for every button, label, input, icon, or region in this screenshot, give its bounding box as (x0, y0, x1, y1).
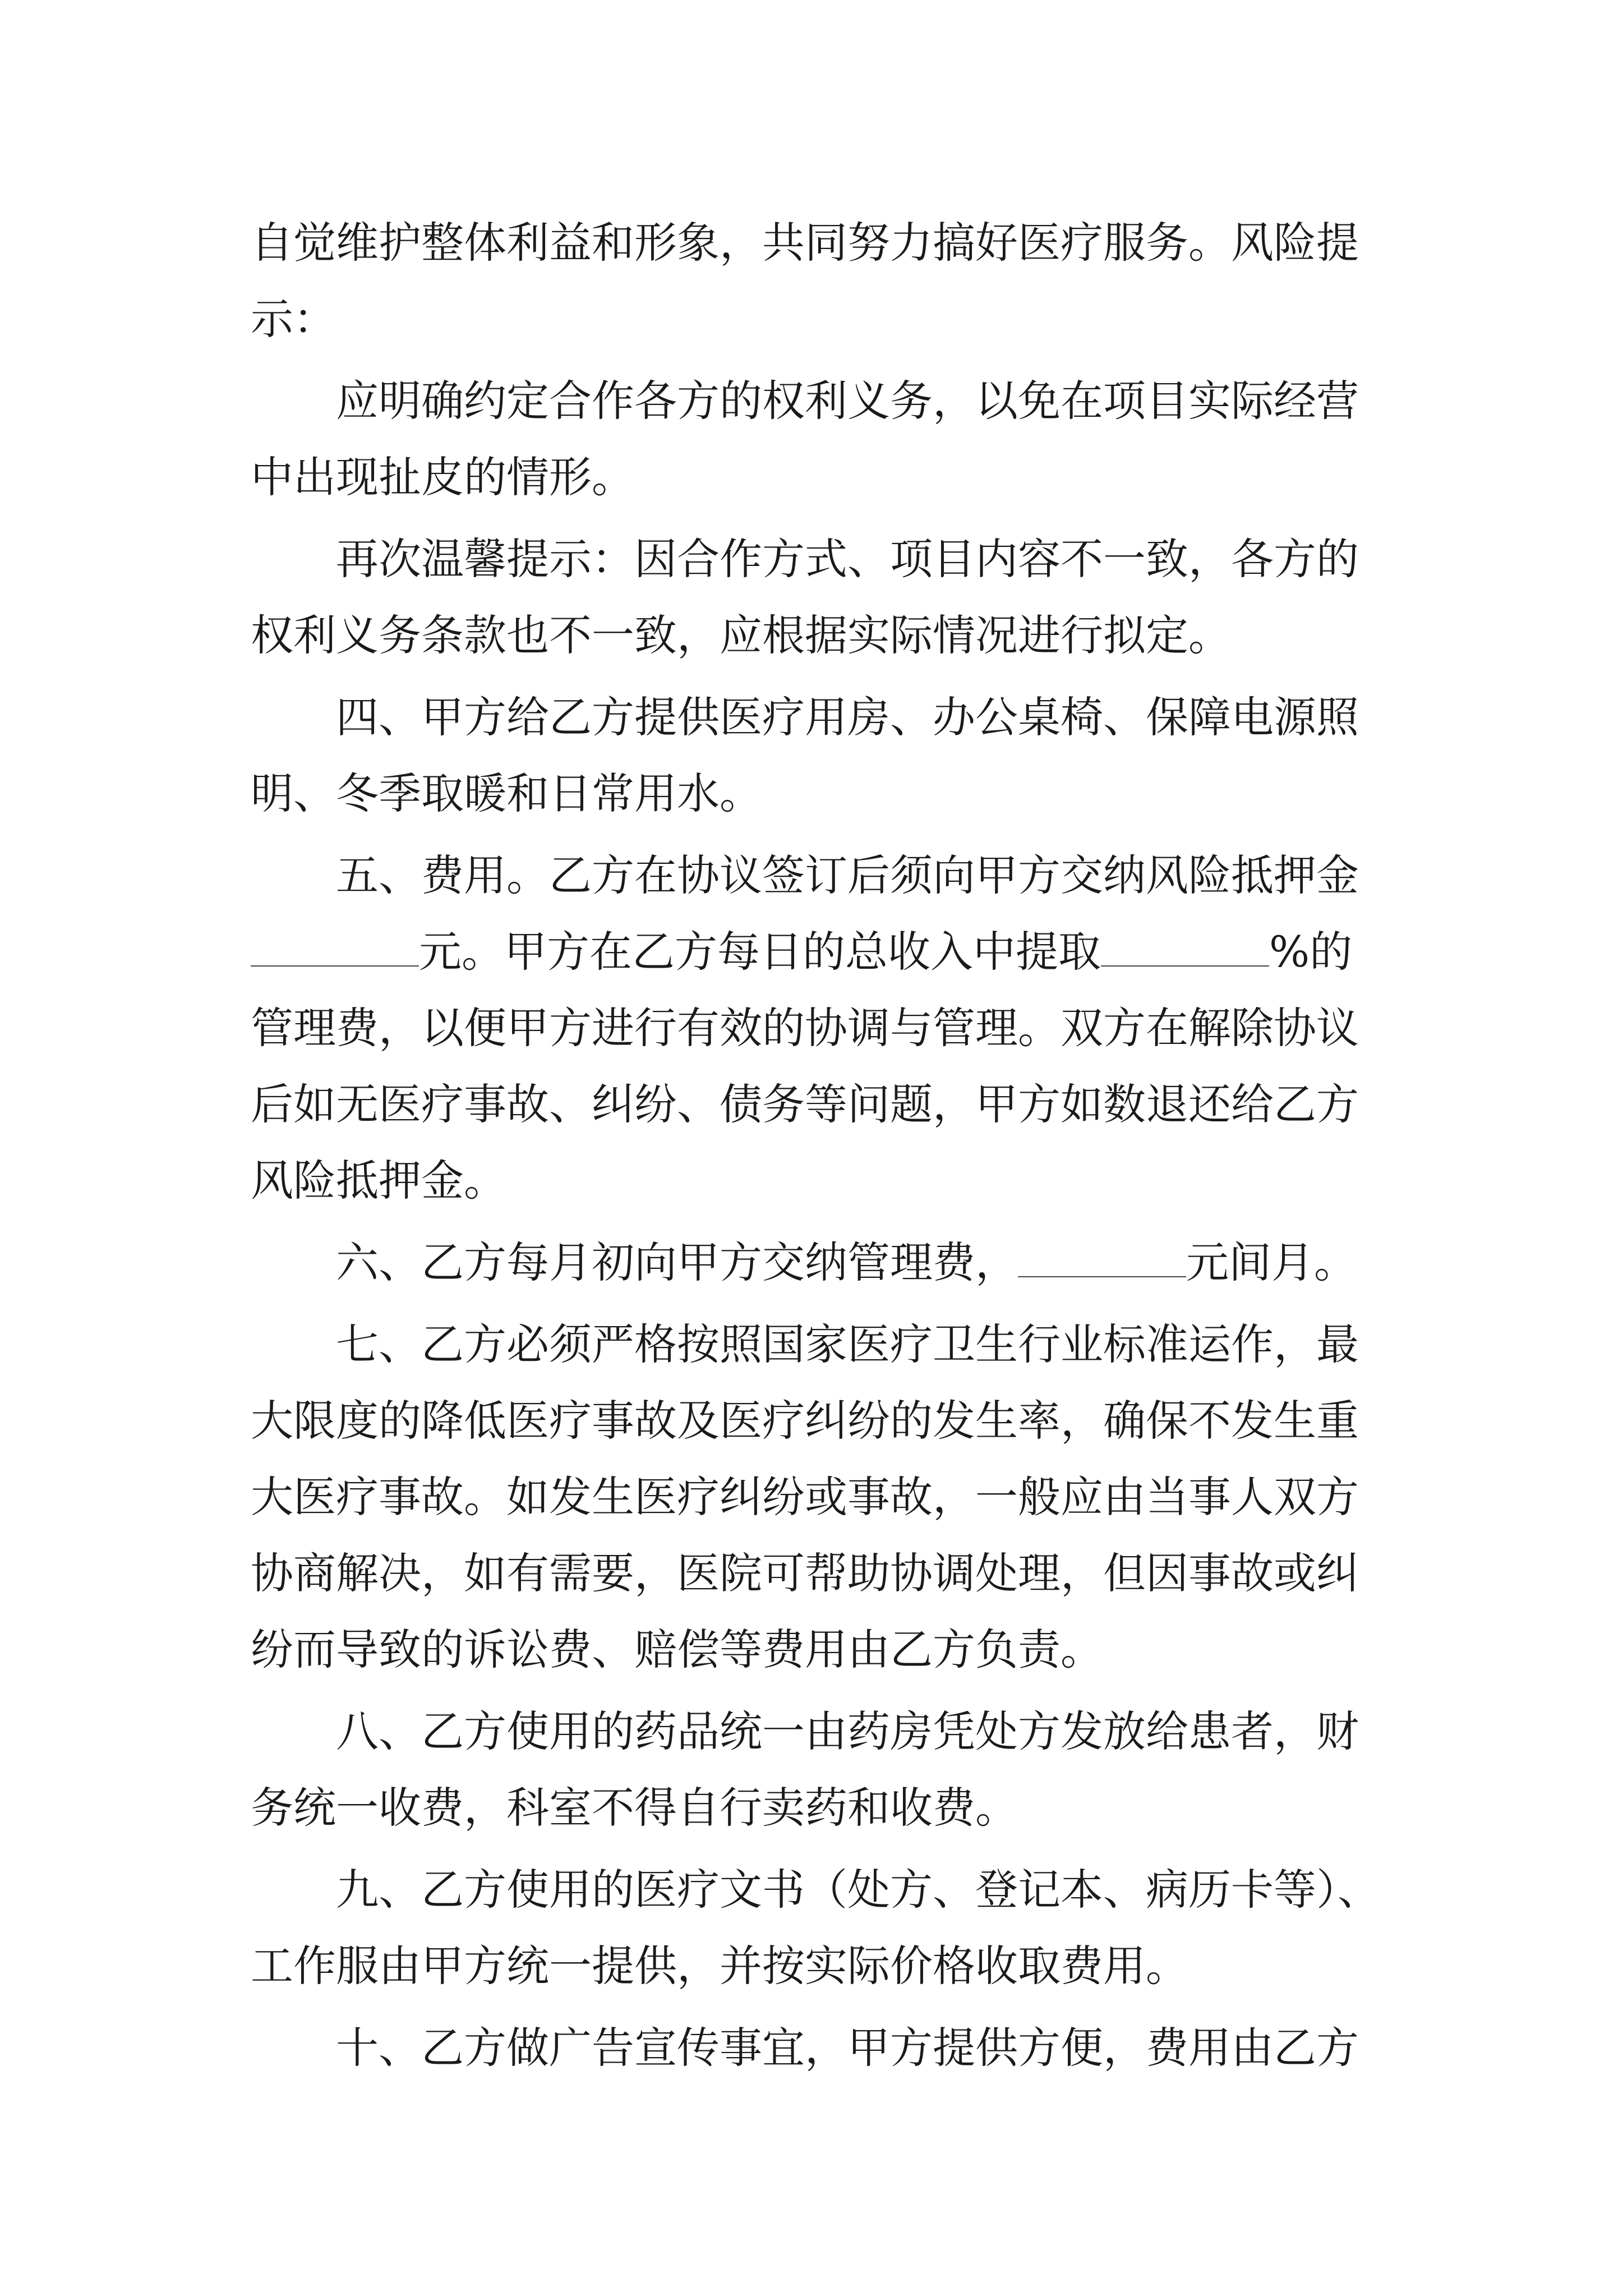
blank-percentage (1101, 932, 1269, 967)
clause-4: 四、甲方给乙方提供医疗用房、办公桌椅、保障电源照明、冬季取暖和日常用水。 (251, 692, 1359, 818)
clause-5-part-3: %的管理费，以便甲方进行有效的协调与管理。双方在解除协议后如无医疗事故、纠纷、债务等问题，甲方如数退还给乙方风险抵押金。 (251, 927, 1359, 1205)
clause-8: 八、乙方使用的药品统一由药房凭处方发放给患者，财务统一收费，科室不得自行卖药和收费。 (251, 1706, 1359, 1833)
paragraph-reminder: 再次温馨提示：因合作方式、项目内容不一致，各方的权利义务条款也不一致，应根据实际情况进行拟定。 (251, 534, 1359, 660)
clause-6-part-2: 元间月。 (1186, 1237, 1357, 1287)
clause-6-part-1: 六、乙方每月初向甲方交纳管理费， (336, 1237, 1018, 1287)
document-page (251, 205, 1389, 2092)
blank-monthly-fee (1018, 1243, 1186, 1277)
blank-deposit-amount (251, 932, 419, 967)
clause-5-part-2: 元。甲方在乙方每日的总收入中提取 (419, 927, 1101, 977)
clause-7: 七、乙方必须严格按照国家医疗卫生行业标准运作，最大限度的降低医疗事故及医疗纠纷的发生率，确保不发生重大医疗事故。如发生医疗纠纷或事故，一般应由当事人双方协商解决，如有需要，医院可帮助协调处理，但因事故或纠纷而导致的诉讼费、赔偿等费用由乙方负责。 (251, 1319, 1359, 1674)
paragraph-continuation: 自觉维护整体利益和形象，共同努力搞好医疗服务。风险提示： (251, 218, 1359, 344)
clause-5 (251, 838, 1389, 1219)
clause-9: 九、乙方使用的医疗文书（处方、登记本、病历卡等）、工作服由甲方统一提供，并按实际价格收取费用。 (251, 1865, 1380, 1991)
paragraph-risk-note: 应明确约定合作各方的权利义务，以免在项目实际经营中出现扯皮的情形。 (251, 376, 1359, 502)
clause-5-part-1: 五、费用。乙方在协议签订后须向甲方交纳风险抵押金 (336, 850, 1359, 900)
clause-6 (251, 1225, 1389, 1301)
clause-10: 十、乙方做广告宣传事宜，甲方提供方便，费用由乙方 (336, 2023, 1359, 2073)
